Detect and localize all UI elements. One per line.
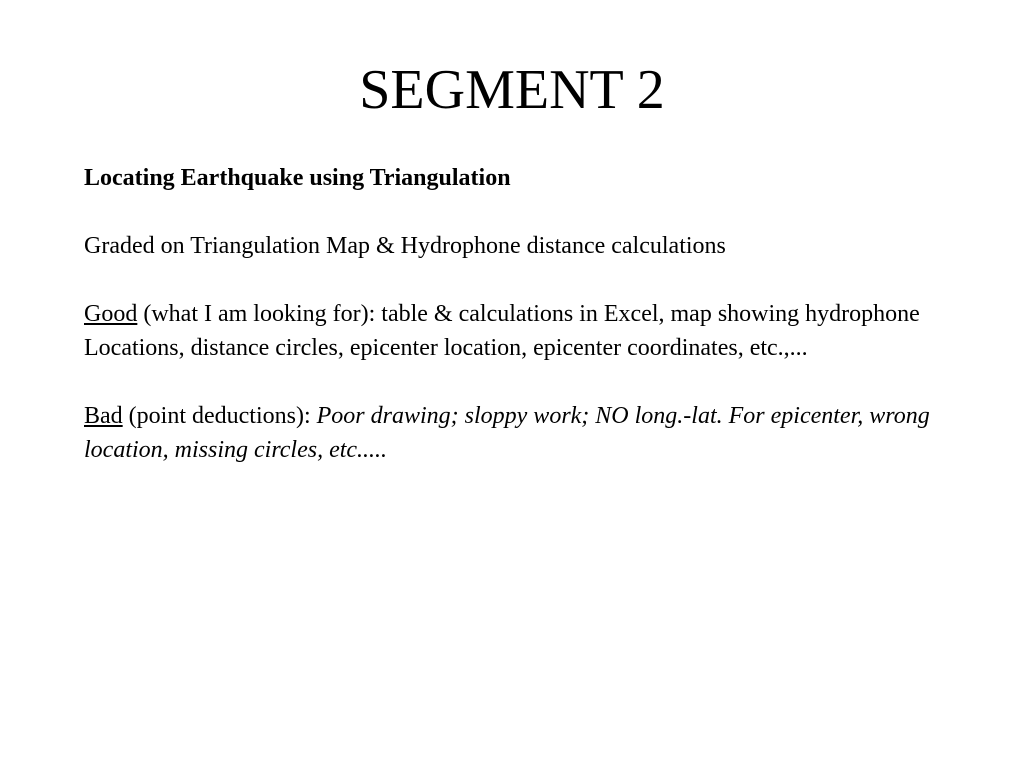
bad-paragraph: [84, 399, 954, 467]
good-text: (what I am looking for): table & calculations in Excel, map showing hydrophone Locations, distance circles, epicenter location, epicenter coordinates, etc.,...: [84, 301, 920, 361]
bad-prefix: (point deductions):: [122, 403, 317, 429]
bad-italic-text: Poor drawing; sloppy work; NO long.-lat. For epicenter, wrong location, missing circles, etc.....: [84, 403, 930, 463]
grading-line: Graded on Triangulation Map & Hydrophone distance calculations: [84, 233, 726, 259]
good-label: Good: [84, 301, 138, 327]
slide-body: [84, 161, 954, 467]
spacer: [84, 263, 954, 297]
bad-label: Bad: [84, 403, 123, 429]
spacer: [84, 195, 954, 229]
spacer: [84, 365, 954, 399]
slide-title: SEGMENT 2: [359, 59, 665, 121]
good-paragraph: [84, 297, 954, 365]
section-heading: Locating Earthquake using Triangulation: [84, 165, 511, 191]
